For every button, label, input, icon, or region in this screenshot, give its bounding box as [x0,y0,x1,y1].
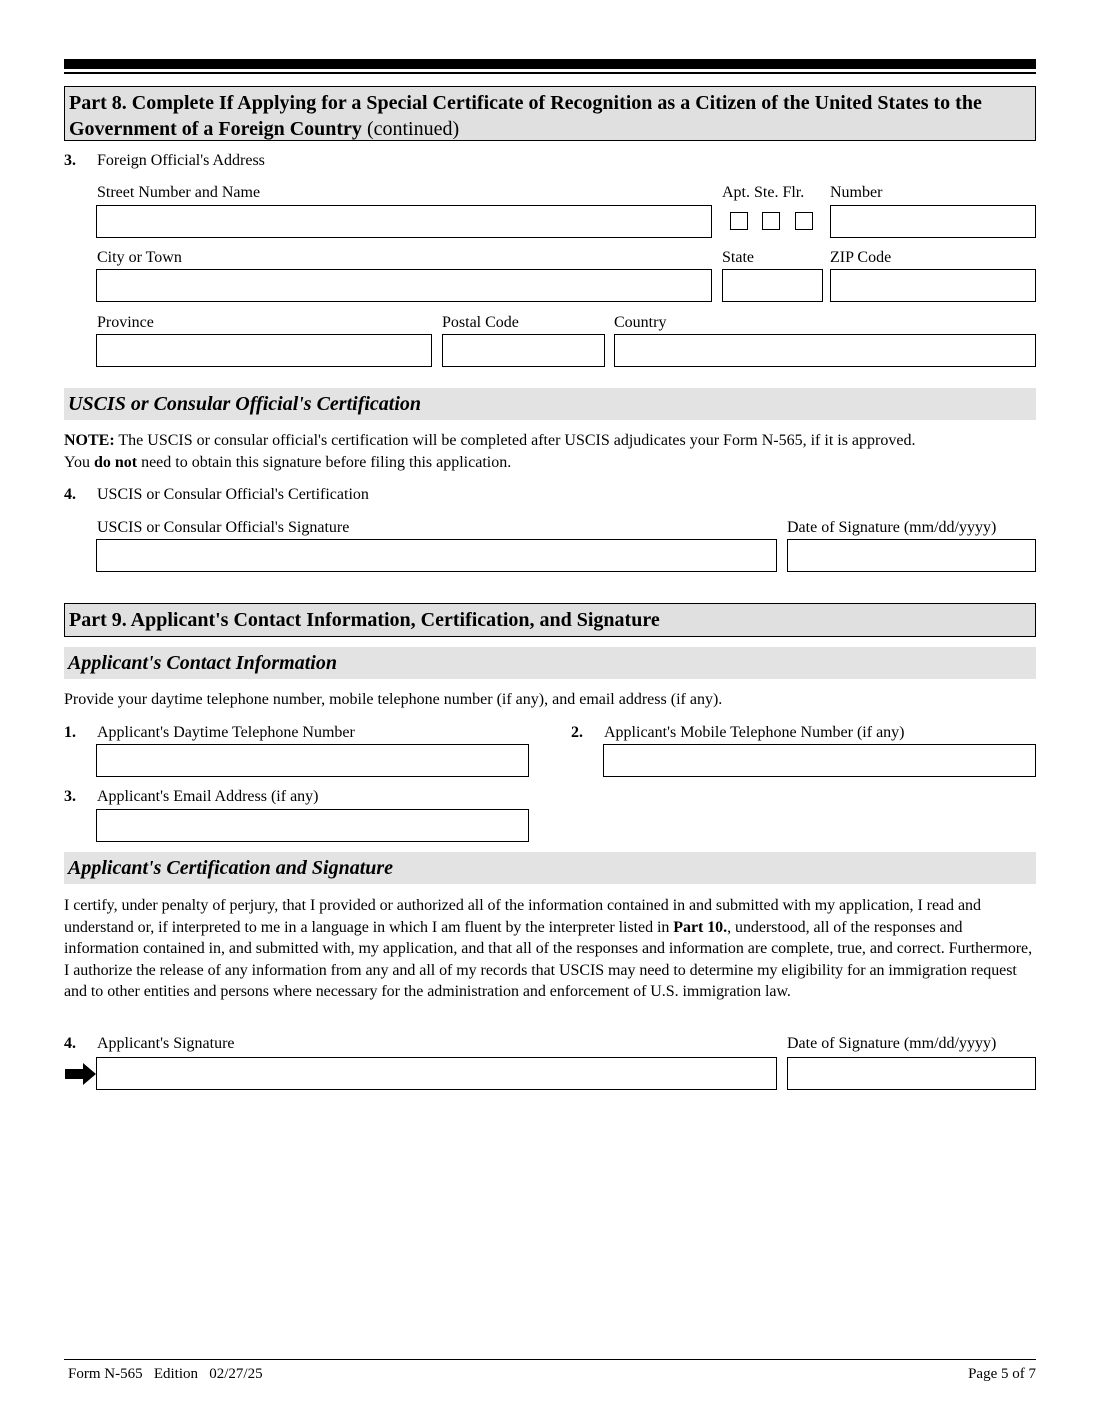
part8-title-suffix: (continued) [366,118,460,140]
arrow-right-icon [65,1063,97,1085]
email-input[interactable] [96,809,529,842]
postal-input[interactable] [442,334,605,367]
state-label: State [722,249,754,266]
footer-form-edition: Form N-565 Edition 02/27/25 [68,1366,263,1382]
note-text-1: The USCIS or consular official's certification will be completed after USCIS adjudicates your Form N-565, if it is approved. [118,432,916,449]
cert-signature-header: Applicant's Certification and Signature [64,852,1036,884]
item3-label: Foreign Official's Address [97,152,265,169]
zip-input[interactable] [830,269,1036,302]
part8-title: Part 8. Complete If Applying for a Special Certificate of Recognition as a Citizen of the United States to the Government of a Foreign Country [69,92,982,140]
applicant-signature-label: Applicant's Signature [97,1035,235,1052]
item3-number: 3. [64,152,76,169]
email-label: Applicant's Email Address (if any) [97,788,319,805]
official-date-label: Date of Signature (mm/dd/yyyy) [787,519,997,536]
note-do-not: do not [93,454,138,471]
applicant-date-input[interactable] [787,1057,1036,1090]
postal-label: Postal Code [442,314,519,331]
country-input[interactable] [614,334,1036,367]
part8-header [64,86,1036,141]
footer-rule [64,1359,1036,1360]
street-label: Street Number and Name [97,184,261,201]
top-rule-thin [64,72,1036,74]
note-label: NOTE: [64,432,115,449]
note-text-2c: need to obtain this signature before filing this application. [141,454,512,471]
official-signature-input[interactable] [96,539,777,572]
p9-item3-number: 3. [64,788,76,805]
ste-checkbox[interactable] [762,212,780,230]
applicant-date-label: Date of Signature (mm/dd/yyyy) [787,1035,997,1052]
city-label: City or Town [97,249,182,266]
apt-checkbox[interactable] [730,212,748,230]
province-label: Province [97,314,154,331]
note-paragraph [64,430,1044,474]
daytime-phone-input[interactable] [96,744,529,777]
state-select[interactable] [722,269,823,302]
official-signature-label: USCIS or Consular Official's Signature [97,519,350,536]
footer-page-number: Page 5 of 7 [968,1366,1036,1382]
uscis-item4-label: USCIS or Consular Official's Certification [97,486,369,503]
top-rule-thick [64,59,1036,69]
country-label: Country [614,314,667,331]
cert-paragraph [64,895,1036,1003]
cert-text-a: I certify, under penalty of perjury, that I provided or authorized all of the information contained in and submitted with my application, I read and understand or, if interpreted to me in a language in which I am fluent by the interpreter listed in [64,897,981,936]
p9-item1-number: 1. [64,724,76,741]
part9-title: Part 9. Applicant's Contact Information, Certification, and Signature [69,609,660,631]
uscis-cert-header: USCIS or Consular Official's Certification [64,388,1036,420]
number-label: Number [830,184,883,201]
flr-checkbox[interactable] [795,212,813,230]
zip-label: ZIP Code [830,249,892,266]
mobile-phone-label: Applicant's Mobile Telephone Number (if any) [604,724,905,741]
part9-header [64,603,1036,637]
mobile-phone-input[interactable] [603,744,1036,777]
province-input[interactable] [96,334,432,367]
applicant-signature-input[interactable] [96,1057,777,1090]
uscis-item4-number: 4. [64,486,76,503]
apt-label: Apt. Ste. Flr. [722,184,805,201]
city-input[interactable] [96,269,712,302]
p9-item4-number: 4. [64,1035,76,1052]
official-date-input[interactable] [787,539,1036,572]
p9-item2-number: 2. [571,724,583,741]
cert-text-b: , understood, all of the responses and information contained in, and submitted with, my application, and that all of the responses and information are complete, true, and correct. Furthermore, I authorize the release of any information from any and all of my records that USCIS may need to determine my eligibility for an immigration request and to other entities and persons where necessary for the administration and enforcement of U.S. immigration law. [64,918,1033,1001]
daytime-phone-label: Applicant's Daytime Telephone Number [97,724,355,741]
street-input[interactable] [96,205,712,238]
number-input[interactable] [830,205,1036,238]
contact-intro: Provide your daytime telephone number, mobile telephone number (if any), and email address (if any). [64,691,723,708]
cert-part10: Part 10. [673,918,728,936]
note-text-2a: You [64,454,90,471]
contact-info-header: Applicant's Contact Information [64,647,1036,679]
